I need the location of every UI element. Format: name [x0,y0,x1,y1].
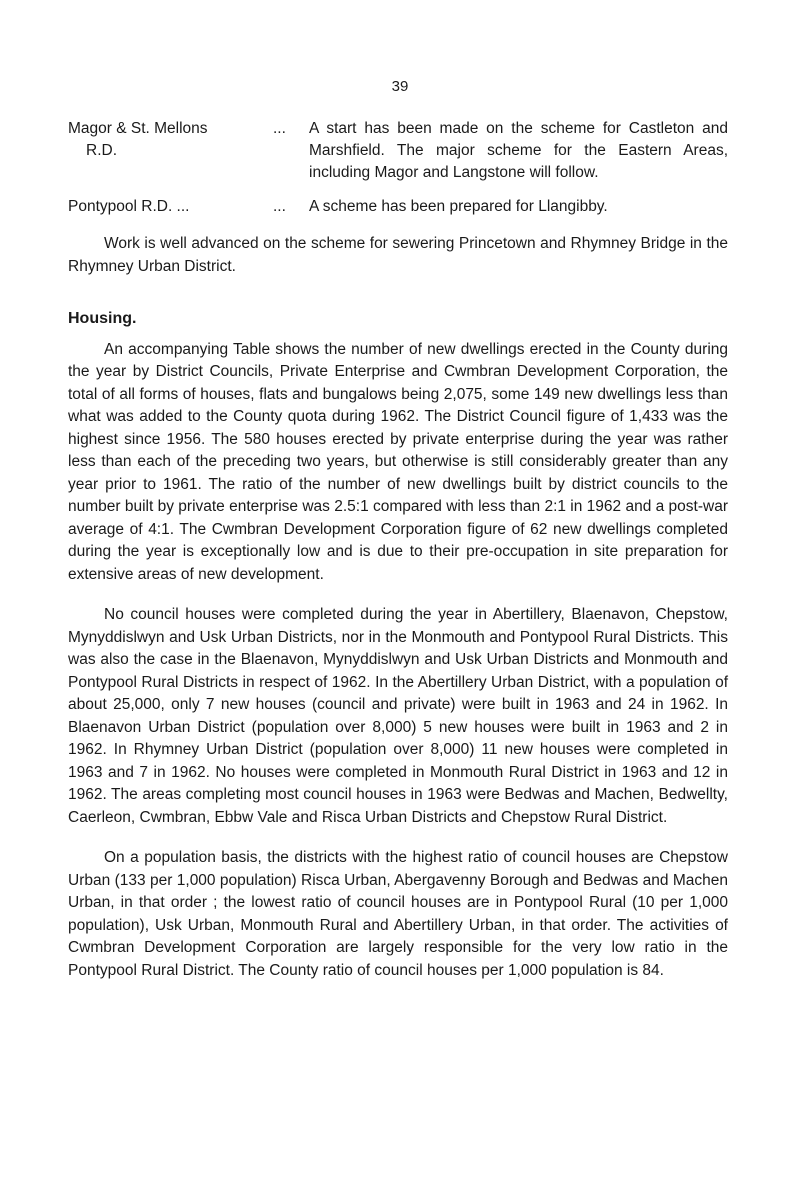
district-name-line1: Magor & St. Mellons [68,120,208,137]
housing-paragraph: An accompanying Table shows the number of new dwellings erected in the County during the year by District Councils, Private Enterprise and Cwmbran Development Corporation, the total of all forms of houses, flats and bungalows being 2,075, some 149 new dwellings less than what was added to the County quota during 1962. The District Council figure of 1,433 was the highest since 1956. The 580 houses erected by private enterprise during the year was rather less than each of the preceding two years, but otherwise is still considerably greater than any year prior to 1961. The ratio of the number of new dwellings built by district councils to the number built by private enterprise was 2.5:1 compared with less than 2:1 in 1962 and a post-war average of 4:1. The Cwmbran Development Corporation figure of 62 new dwellings completed during the year is exceptionally low and is due to their pre-occupation in site preparation for extensive areas of new development. [68,340,728,583]
district-name-line2: R.D. [86,142,117,159]
district-name [68,118,273,184]
scheme-description: A scheme has been prepared for Llangibby. [309,198,608,215]
sewering-section [68,233,728,278]
scheme-entry [68,196,728,218]
housing-section [68,308,728,982]
page-number: 39 [391,78,409,95]
housing-heading: Housing. [68,310,137,327]
leader-dots: ... [273,198,286,215]
district-name [68,196,273,218]
scheme-list [68,118,728,230]
scheme-entry [68,118,728,184]
leader-dots: ... [273,120,286,137]
sewering-paragraph: Work is well advanced on the scheme for sewering Princetown and Rhymney Bridge in the Rhymney Urban District. [68,235,728,275]
district-name-line1: Pontypool R.D. ... [68,198,190,215]
housing-paragraph: No council houses were completed during the year in Abertillery, Blaenavon, Chepstow, Mynyddislwyn and Usk Urban Districts, nor in the Monmouth and Pontypool Rural Districts. This was also the case in the Blaenavon, Mynyddislwyn and Usk Urban Districts and Monmouth and Pontypool Rural Districts in respect of 1962. In the Abertillery Urban District, with a population of about 25,000, only 7 new houses (council and private) were built in 1963 and 24 in 1962. In Blaenavon Urban District (population over 8,000) 5 new houses were built in 1963 and 2 in 1962. In Rhymney Urban District (population over 8,000) 11 new houses were completed in 1963 and 7 in 1962. No houses were completed in Monmouth Rural District in 1963 and 12 in 1962. The areas completing most council houses in 1963 were Bedwas and Machen, Bedwellty, Caerleon, Cwmbran, Ebbw Vale and Risca Urban Districts and Chepstow Rural District. [68,606,728,826]
scheme-description: A start has been made on the scheme for Castleton and Marshfield. The major scheme for the Eastern Areas, including Magor and Langstone will follow. [309,120,728,181]
housing-paragraph: On a population basis, the districts with the highest ratio of council houses are Chepstow Urban (133 per 1,000 population) Risca Urban, Abergavenny Borough and Bedwas and Machen Urban, in that order ; the lowest ratio of council houses are in Pontypool Rural (10 per 1,000 population), Usk Urban, Monmouth Rural and Abertillery Urban, in that order. The activities of Cwmbran Development Corporation are largely responsible for the very low ratio in the Pontypool Rural District. The County ratio of council houses per 1,000 population is 84. [68,849,728,979]
